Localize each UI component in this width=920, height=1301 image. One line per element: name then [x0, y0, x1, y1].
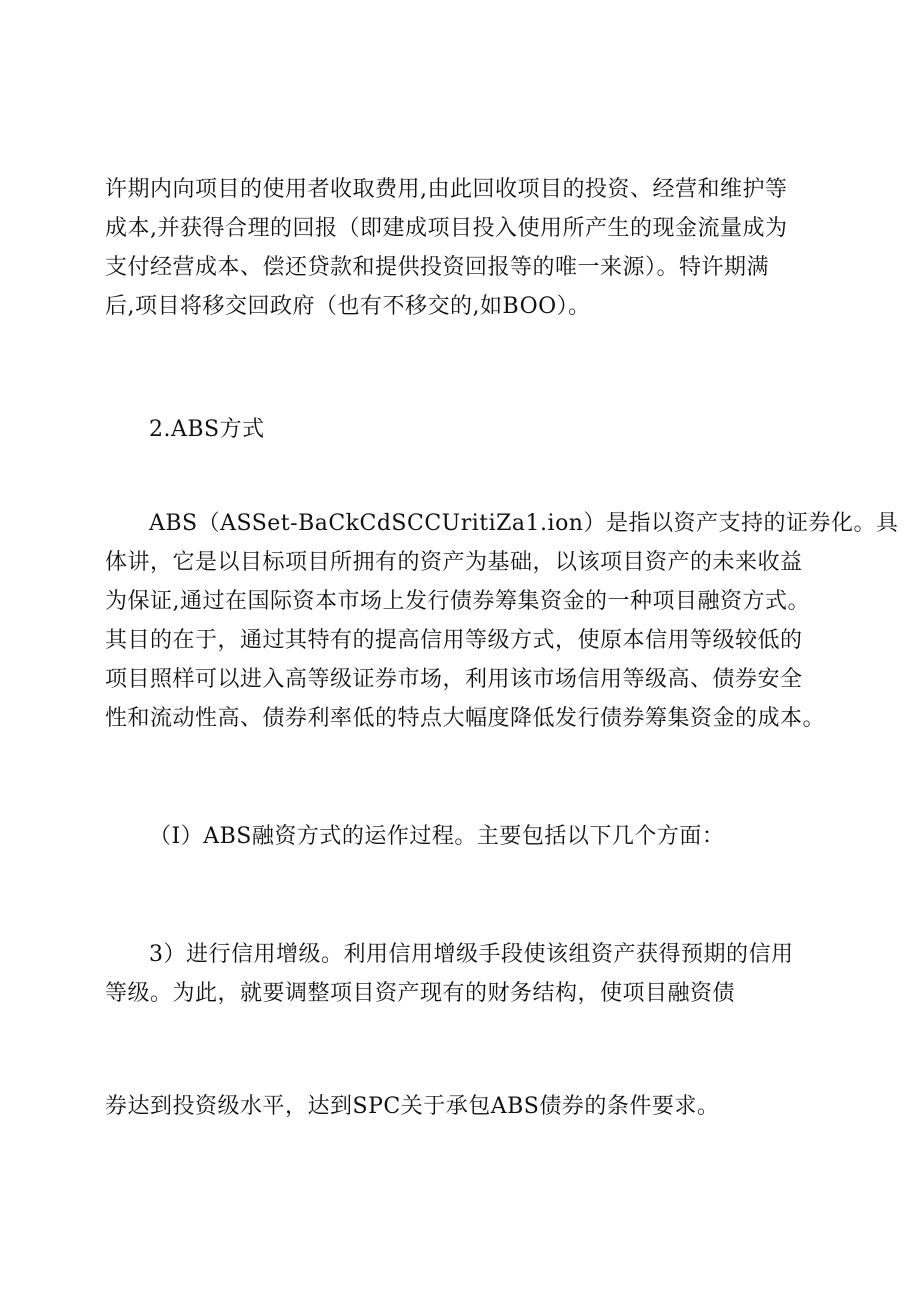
text-line: 券达到投资级水平，达到SPC关于承包ABS债券的条件要求。 — [105, 1094, 720, 1119]
text-line: ABS（ASSet-BaCkCdSCCUritiZa1.ion）是指以资产支持的证券化。具 — [149, 511, 899, 536]
paragraph-investment-grade — [105, 1087, 825, 1126]
text-line: 等级。为此，就要调整项目资产现有的财务结构，使项目融资债 — [105, 981, 736, 1006]
text-line: 后,项目将移交回政府（也有不移交的,如BOO）。 — [105, 294, 591, 319]
paragraph-credit-enhancement — [105, 935, 825, 1013]
text-line: （I）ABS融资方式的运作过程。主要包括以下几个方面： — [149, 824, 725, 849]
text-line: 支付经营成本、偿还贷款和提供投资回报等的唯一来源）。特许期满 — [105, 255, 770, 280]
heading-line: 2.ABS方式 — [149, 417, 265, 442]
text-line: 成本,并获得合理的回报（即建成项目投入使用所产生的现金流量成为 — [105, 216, 788, 241]
paragraph-abs-process — [105, 817, 825, 856]
text-line: 其目的在于，通过其特有的提高信用等级方式，使原本信用等级较低的 — [105, 628, 803, 653]
text-line: 项目照样可以进入高等级证券市场，利用该市场信用等级高、债券安全 — [105, 667, 803, 692]
section-heading-abs — [105, 410, 825, 449]
paragraph-boo-continuation — [105, 170, 825, 326]
text-line: 3）进行信用增级。利用信用增级手段使该组资产获得预期的信用 — [149, 942, 794, 967]
text-line: 性和流动性高、债券利率低的特点大幅度降低发行债券筹集资金的成本。 — [105, 706, 826, 731]
text-line: 许期内向项目的使用者收取费用,由此回收项目的投资、经营和维护等 — [105, 177, 788, 202]
paragraph-abs-definition — [105, 504, 899, 738]
text-line: 体讲，它是以目标项目所拥有的资产为基础，以该项目资产的未来收益 — [105, 550, 803, 575]
text-line: 为保证,通过在国际资本市场上发行债券筹集资金的一种项目融资方式。 — [105, 589, 810, 614]
